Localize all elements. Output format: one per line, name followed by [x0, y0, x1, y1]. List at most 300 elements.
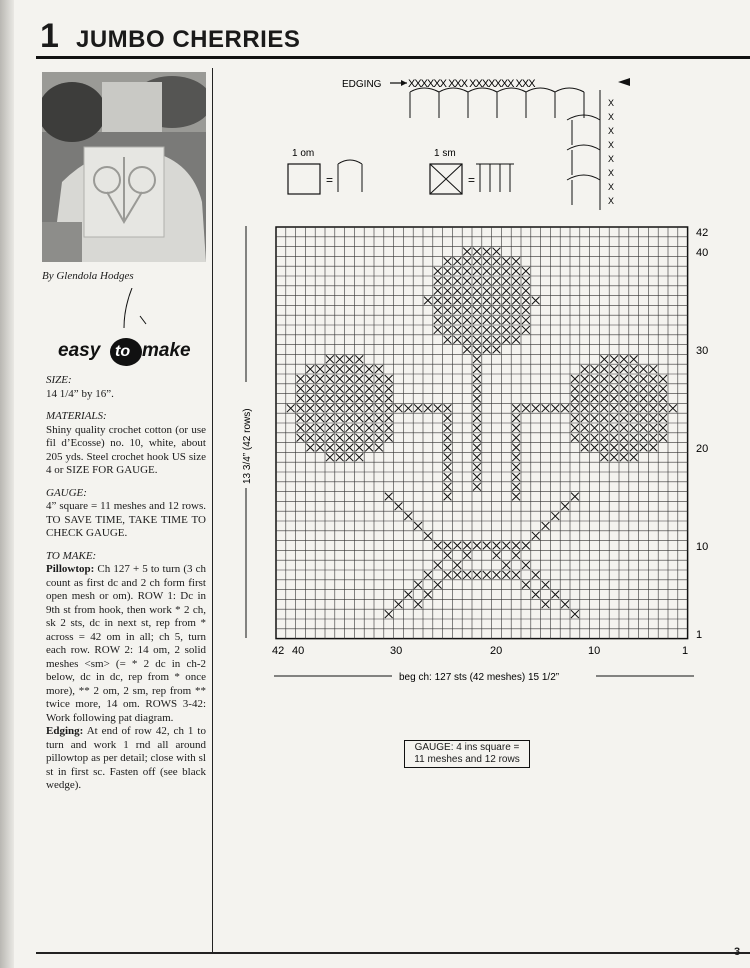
solid-mesh-cell [326, 444, 334, 452]
edging-stitch-row: XXXXXX XXX XXXXXXX XXX [408, 78, 535, 90]
solid-mesh-cell [385, 434, 393, 442]
solid-mesh-cell [346, 444, 354, 452]
solid-mesh-cell [502, 316, 510, 324]
solid-mesh-cell [532, 571, 540, 579]
byline: By Glendola Hodges [42, 270, 134, 282]
solid-mesh-cell [444, 306, 452, 314]
solid-mesh-cell [620, 375, 628, 383]
solid-mesh-cell [355, 444, 363, 452]
solid-mesh-cell [473, 257, 481, 265]
size-label: SIZE: [46, 374, 72, 386]
solid-mesh-cell [336, 434, 344, 442]
solid-mesh-cell [395, 502, 403, 510]
solid-mesh-cell [512, 306, 520, 314]
solid-mesh-cell [316, 375, 324, 383]
solid-mesh-cell [581, 424, 589, 432]
solid-mesh-cell [326, 404, 334, 412]
edging-text: At end of row 42, ch 1 to turn and work 1 rnd all around pillowtop as per detail; close with sl st in first sc. Fasten off (see black wedge). [46, 725, 206, 791]
scan-edge [0, 0, 14, 968]
solid-mesh-cell [483, 542, 491, 550]
solid-mesh-cell [649, 375, 657, 383]
solid-mesh-cell [571, 375, 579, 383]
solid-mesh-cell [620, 434, 628, 442]
solid-mesh-cell [444, 336, 452, 344]
col-label-30: 30 [390, 645, 403, 657]
solid-mesh-cell [473, 346, 481, 354]
solid-mesh-cell [355, 434, 363, 442]
solid-mesh-cell [640, 414, 648, 422]
page-number: 3 [734, 946, 741, 958]
solid-mesh-cell [346, 375, 354, 383]
solid-mesh-cell [385, 404, 393, 412]
solid-mesh-cell [532, 297, 540, 305]
solid-mesh-cell [542, 522, 550, 530]
solid-mesh-cell [483, 336, 491, 344]
solid-mesh-cell [483, 571, 491, 579]
solid-mesh-cell [473, 306, 481, 314]
solid-mesh-cell [355, 453, 363, 461]
solid-mesh-cell [326, 375, 334, 383]
solid-mesh-cell [444, 404, 452, 412]
solid-mesh-cell [659, 414, 667, 422]
solid-mesh-cell [532, 532, 540, 540]
solid-mesh-cell [463, 346, 471, 354]
size-text: 14 1/4” by 16”. [46, 387, 114, 400]
solid-mesh-cell [297, 434, 305, 442]
solid-mesh-cell [473, 463, 481, 471]
solid-mesh-cell [336, 424, 344, 432]
solid-mesh-cell [444, 316, 452, 324]
solid-mesh-cell [493, 297, 501, 305]
solid-mesh-cell [297, 395, 305, 403]
solid-mesh-cell [434, 542, 442, 550]
solid-mesh-cell [365, 414, 373, 422]
solid-mesh-cell [444, 424, 452, 432]
solid-mesh-cell [306, 434, 314, 442]
solid-mesh-cell [316, 404, 324, 412]
solid-mesh-cell [414, 522, 422, 530]
solid-mesh-cell [326, 424, 334, 432]
solid-mesh-cell [600, 385, 608, 393]
solid-mesh-cell [512, 453, 520, 461]
solid-mesh-cell [630, 365, 638, 373]
solid-mesh-cell [640, 375, 648, 383]
solid-mesh-cell [591, 404, 599, 412]
solid-mesh-cell [502, 326, 510, 334]
solid-mesh-cell [365, 385, 373, 393]
solid-mesh-cell [502, 277, 510, 285]
solid-mesh-cell [571, 414, 579, 422]
solid-mesh-cell [630, 453, 638, 461]
row-label-10: 10 [696, 541, 709, 553]
tomake-section [46, 550, 206, 793]
solid-mesh-cell [649, 365, 657, 373]
solid-mesh-cell [336, 395, 344, 403]
solid-mesh-cell [649, 424, 657, 432]
svg-text:X: X [608, 182, 615, 192]
solid-mesh-cell [512, 542, 520, 550]
solid-mesh-cell [414, 581, 422, 589]
solid-mesh-cell [512, 473, 520, 481]
solid-mesh-cell [375, 434, 383, 442]
svg-text:X: X [608, 140, 615, 150]
solid-mesh-cell [669, 404, 677, 412]
solid-mesh-cell [512, 404, 520, 412]
solid-mesh-cell [522, 581, 530, 589]
solid-mesh-cell [306, 444, 314, 452]
solid-mesh-cell [591, 365, 599, 373]
solid-mesh-cell [306, 414, 314, 422]
solid-mesh-cell [375, 414, 383, 422]
solid-mesh-cell [326, 414, 334, 422]
solid-mesh-cell [434, 326, 442, 334]
solid-mesh-cell [649, 414, 657, 422]
solid-mesh-cell [444, 297, 452, 305]
solid-mesh-cell [306, 375, 314, 383]
solid-mesh-cell [483, 306, 491, 314]
solid-mesh-cell [434, 287, 442, 295]
solid-mesh-cell [542, 404, 550, 412]
gauge-text: 4” square = 11 meshes and 12 rows. TO SAVE TIME, TAKE TIME TO CHECK GAUGE. [46, 500, 206, 539]
logo-text-make: make [142, 340, 191, 361]
solid-mesh-cell [453, 571, 461, 579]
solid-mesh-cell [630, 434, 638, 442]
solid-mesh-cell [473, 434, 481, 442]
solid-mesh-cell [493, 336, 501, 344]
solid-mesh-cell [571, 385, 579, 393]
solid-mesh-cell [659, 434, 667, 442]
solid-mesh-cell [512, 424, 520, 432]
solid-mesh-cell [355, 424, 363, 432]
solid-mesh-cell [610, 453, 618, 461]
solid-mesh-cell [375, 395, 383, 403]
solid-mesh-cell [473, 365, 481, 373]
solid-mesh-cell [444, 493, 452, 501]
solid-mesh-cell [463, 336, 471, 344]
solid-mesh-cell [483, 316, 491, 324]
solid-mesh-cell [326, 365, 334, 373]
solid-mesh-cell [473, 483, 481, 491]
solid-mesh-cell [610, 385, 618, 393]
pillow-photo [42, 72, 206, 262]
solid-mesh-cell [522, 542, 530, 550]
solid-mesh-cell [463, 267, 471, 275]
solid-mesh-cell [375, 375, 383, 383]
solid-mesh-cell [473, 453, 481, 461]
solid-mesh-cell [591, 375, 599, 383]
solid-mesh-cell [591, 444, 599, 452]
solid-mesh-cell [512, 463, 520, 471]
solid-mesh-cell [522, 306, 530, 314]
solid-mesh-cell [512, 551, 520, 559]
gauge-box [404, 740, 530, 768]
solid-mesh-cell [610, 375, 618, 383]
solid-mesh-cell [591, 395, 599, 403]
col-label-20: 20 [490, 645, 503, 657]
solid-mesh-cell [473, 424, 481, 432]
solid-mesh-cell [365, 404, 373, 412]
solid-mesh-cell [404, 404, 412, 412]
edging-label: EDGING [342, 79, 382, 90]
solid-mesh-cell [512, 316, 520, 324]
col-label-42: 42 [272, 645, 285, 657]
solid-mesh-cell [532, 404, 540, 412]
solid-mesh-cell [375, 385, 383, 393]
solid-mesh-cell [600, 355, 608, 363]
logo-text-to: to [115, 343, 131, 360]
solid-mesh-cell [620, 385, 628, 393]
solid-mesh-cell [473, 444, 481, 452]
solid-mesh-cell [512, 267, 520, 275]
solid-mesh-cell [522, 297, 530, 305]
solid-mesh-cell [512, 434, 520, 442]
solid-mesh-cell [522, 287, 530, 295]
solid-mesh-cell [444, 257, 452, 265]
solid-mesh-cell [600, 444, 608, 452]
solid-mesh-cell [385, 375, 393, 383]
solid-mesh-cell [444, 542, 452, 550]
solid-mesh-cell [297, 424, 305, 432]
solid-mesh-cell [444, 571, 452, 579]
solid-mesh-cell [365, 395, 373, 403]
solid-mesh-cell [630, 414, 638, 422]
solid-mesh-cell [473, 571, 481, 579]
solid-mesh-cell [453, 326, 461, 334]
solid-mesh-cell [473, 385, 481, 393]
gauge-box-line2: 11 meshes and 12 rows [414, 754, 520, 765]
solid-mesh-cell [630, 395, 638, 403]
pattern-number: 1 [40, 17, 59, 55]
pillowtop-text: Ch 127 + 5 to turn (3 ch count as first dc and 2 ch form first open mesh or om). ROW 1: Dc in 9th st from hook, then work * 2 ch, sk 2 sts, dc in next st, rep from * across = 42 om in all; ch 5, turn each row. ROW 2: 14 om, 2 solid meshes <sm> (= * 2 dc in ch-2 below, dc in dc, rep from * once more), ** 2 om, 2 sm, rep from ** twice more, 14 om. ROWS 3-42: Work following pat diagram. [46, 563, 206, 724]
easy-to-make-logo [40, 288, 208, 368]
solid-mesh-cell [581, 395, 589, 403]
edging-heading: Edging: [46, 725, 84, 737]
solid-mesh-cell [463, 306, 471, 314]
col-label-10: 10 [588, 645, 601, 657]
solid-mesh-cell [453, 277, 461, 285]
solid-mesh-cell [640, 404, 648, 412]
solid-mesh-cell [561, 600, 569, 608]
instructions [46, 374, 206, 802]
solid-mesh-cell [512, 444, 520, 452]
solid-mesh-cell [444, 444, 452, 452]
solid-mesh-cell [610, 414, 618, 422]
solid-mesh-cell [581, 404, 589, 412]
solid-mesh-cell [434, 316, 442, 324]
gauge-section [46, 487, 206, 541]
solid-mesh-cell [591, 414, 599, 422]
row-label-42: 42 [696, 227, 709, 239]
solid-mesh-cell [561, 404, 569, 412]
solid-mesh-cell [453, 336, 461, 344]
solid-mesh-cell [659, 375, 667, 383]
solid-mesh-cell [297, 375, 305, 383]
solid-mesh-cell [355, 385, 363, 393]
solid-mesh-cell [444, 483, 452, 491]
solid-mesh-cell [600, 434, 608, 442]
solid-mesh-cell [463, 277, 471, 285]
edging-corner-stitches: X [608, 98, 615, 108]
solid-mesh-cell [610, 444, 618, 452]
solid-mesh-cell [326, 385, 334, 393]
solid-mesh-cell [316, 414, 324, 422]
solid-mesh-cell [483, 287, 491, 295]
solid-mesh-cell [600, 404, 608, 412]
pattern-title: JUMBO CHERRIES [76, 26, 301, 53]
solid-mesh-cell [581, 375, 589, 383]
solid-mesh-cell [483, 257, 491, 265]
solid-mesh-cell [375, 365, 383, 373]
solid-mesh-cell [551, 591, 559, 599]
solid-mesh-cell [512, 326, 520, 334]
solid-mesh-cell [502, 571, 510, 579]
solid-mesh-cell [346, 453, 354, 461]
legend-sm-label: 1 sm [434, 148, 456, 159]
solid-mesh-cell [434, 404, 442, 412]
solid-mesh-cell [640, 434, 648, 442]
materials-text: Shiny quality crochet cotton (or use fil d’Ecosse) no. 10, white, about 205 yds. Steel crochet hook US size 4 or SIZE FOR GAUGE. [46, 423, 206, 476]
solid-mesh-cell [297, 385, 305, 393]
solid-mesh-cell [600, 414, 608, 422]
col-label-40: 40 [292, 645, 305, 657]
solid-mesh-cell [659, 385, 667, 393]
size-section [46, 374, 206, 401]
diagram-area [212, 70, 750, 710]
solid-mesh-cell [346, 434, 354, 442]
solid-mesh-cell [630, 385, 638, 393]
solid-mesh-cell [502, 336, 510, 344]
solid-mesh-cell [336, 444, 344, 452]
solid-mesh-cell [571, 395, 579, 403]
solid-mesh-cell [395, 600, 403, 608]
solid-mesh-cell [493, 267, 501, 275]
solid-mesh-cell [493, 316, 501, 324]
solid-mesh-cell [453, 542, 461, 550]
solid-mesh-cell [444, 453, 452, 461]
width-label: beg ch: 127 sts (42 meshes) 15 1/2” [399, 672, 560, 683]
solid-mesh-cell [365, 444, 373, 452]
solid-mesh-cell [483, 248, 491, 256]
solid-mesh-cell [473, 542, 481, 550]
solid-mesh-cell [473, 355, 481, 363]
solid-mesh-cell [463, 316, 471, 324]
solid-mesh-cell [355, 365, 363, 373]
solid-mesh-cell [444, 434, 452, 442]
bottom-rule [36, 952, 750, 954]
materials-label: MATERIALS: [46, 410, 107, 422]
solid-mesh-cell [434, 277, 442, 285]
solid-mesh-cell [424, 404, 432, 412]
solid-mesh-cell [326, 355, 334, 363]
solid-mesh-cell [493, 571, 501, 579]
svg-text:X: X [608, 112, 615, 122]
solid-mesh-cell [502, 297, 510, 305]
solid-mesh-cell [355, 395, 363, 403]
solid-mesh-cell [385, 414, 393, 422]
solid-mesh-cell [346, 385, 354, 393]
solid-mesh-cell [600, 395, 608, 403]
solid-mesh-cell [649, 434, 657, 442]
solid-mesh-cell [316, 365, 324, 373]
solid-mesh-cell [493, 277, 501, 285]
black-wedge-icon [618, 78, 630, 86]
solid-mesh-cell [453, 267, 461, 275]
solid-mesh-cell [355, 355, 363, 363]
solid-mesh-cell [542, 581, 550, 589]
solid-mesh-cell [571, 434, 579, 442]
solid-mesh-cell [512, 287, 520, 295]
solid-mesh-cell [571, 424, 579, 432]
solid-mesh-cell [453, 316, 461, 324]
solid-mesh-cell [600, 365, 608, 373]
solid-mesh-cell [365, 375, 373, 383]
solid-mesh-cell [385, 493, 393, 501]
left-column [36, 68, 213, 952]
solid-mesh-cell [453, 306, 461, 314]
solid-mesh-cell [542, 600, 550, 608]
solid-mesh-cell [316, 395, 324, 403]
solid-mesh-cell [453, 257, 461, 265]
solid-mesh-cell [316, 424, 324, 432]
solid-mesh-cell [483, 277, 491, 285]
solid-mesh-cell [365, 434, 373, 442]
solid-mesh-cell [600, 453, 608, 461]
solid-mesh-cell [522, 316, 530, 324]
solid-mesh-cell [306, 424, 314, 432]
solid-mesh-cell [463, 326, 471, 334]
solid-mesh-cell [512, 336, 520, 344]
solid-mesh-cell [493, 551, 501, 559]
solid-mesh-cell [473, 267, 481, 275]
solid-mesh-cell [561, 502, 569, 510]
solid-mesh-cell [649, 444, 657, 452]
solid-mesh-cell [346, 404, 354, 412]
solid-mesh-cell [581, 385, 589, 393]
solid-mesh-cell [453, 287, 461, 295]
page-header [36, 17, 750, 59]
solid-mesh-cell [640, 395, 648, 403]
solid-mesh-cell [473, 375, 481, 383]
solid-mesh-cell [512, 483, 520, 491]
solid-mesh-cell [404, 591, 412, 599]
solid-mesh-cell [483, 297, 491, 305]
solid-mesh-cell [316, 385, 324, 393]
legend-sm-stitch [476, 164, 514, 192]
solid-mesh-cell [493, 542, 501, 550]
solid-mesh-cell [395, 404, 403, 412]
solid-mesh-cell [287, 404, 295, 412]
solid-mesh-cell [336, 385, 344, 393]
solid-mesh-cell [581, 434, 589, 442]
solid-mesh-cell [630, 444, 638, 452]
solid-mesh-cell [551, 512, 559, 520]
solid-mesh-cell [630, 375, 638, 383]
solid-mesh-cell [306, 404, 314, 412]
svg-text:X: X [608, 126, 615, 136]
solid-mesh-cell [444, 551, 452, 559]
solid-mesh-cell [444, 463, 452, 471]
solid-mesh-cell [659, 395, 667, 403]
materials-section [46, 410, 206, 478]
solid-mesh-cell [463, 551, 471, 559]
solid-mesh-cell [346, 414, 354, 422]
solid-mesh-cell [316, 434, 324, 442]
solid-mesh-cell [502, 257, 510, 265]
solid-mesh-cell [551, 404, 559, 412]
solid-mesh-cell [502, 267, 510, 275]
solid-mesh-cell [473, 248, 481, 256]
solid-mesh-cell [640, 385, 648, 393]
